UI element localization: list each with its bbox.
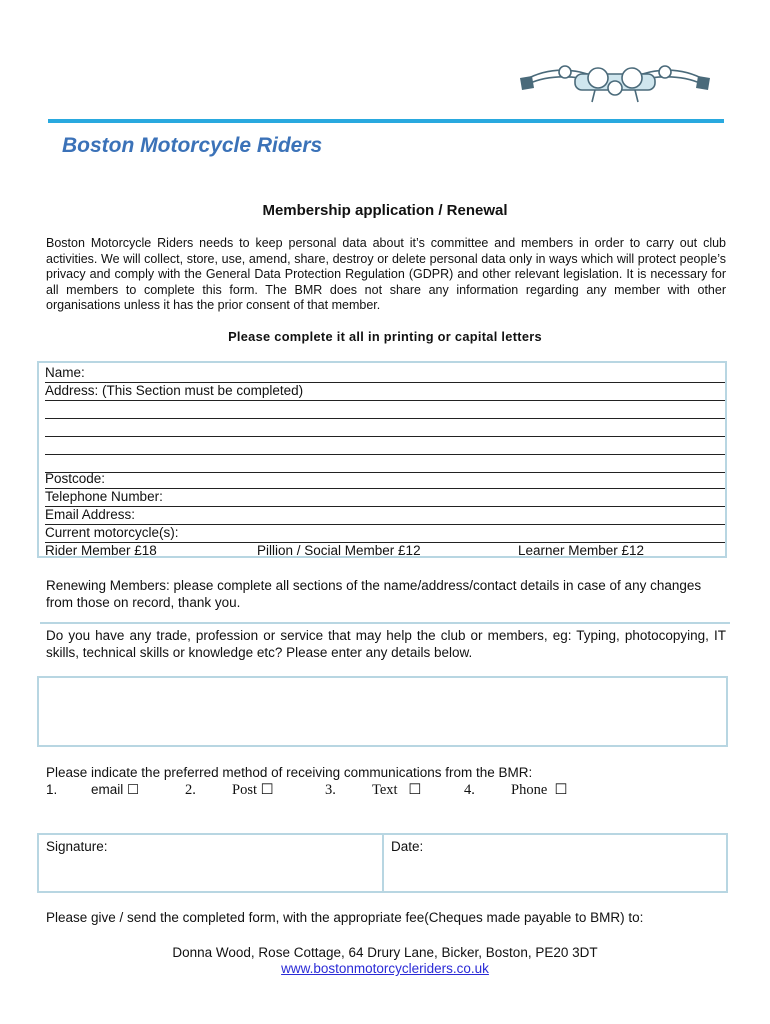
skills-input-box[interactable]: [37, 676, 728, 747]
skills-question: Do you have any trade, profession or service that may help the club or members, eg: Typing, photocopying, IT skills, technical skills or knowledge etc? Please enter any details below.: [46, 628, 726, 660]
motorcycle-field[interactable]: [45, 524, 725, 543]
post-option-checkbox[interactable]: Post ☐: [232, 782, 274, 798]
name-field[interactable]: [45, 364, 725, 383]
form-title: Membership application / Renewal: [262, 202, 508, 219]
postcode-field[interactable]: [45, 470, 725, 489]
address-label: Address: (This Section must be completed): [45, 383, 304, 398]
address-field[interactable]: [45, 382, 725, 401]
communication-question: Please indicate the preferred method of receiving communications from the BMR:: [46, 765, 533, 780]
address-line-3[interactable]: [45, 436, 725, 455]
name-label: Name:: [45, 365, 85, 380]
send-instruction: Please give / send the completed form, with the appropriate fee(Cheques made payable to BMR) to:: [46, 910, 644, 925]
signature-divider: [382, 835, 384, 891]
renewing-note: Renewing Members: please complete all sections of the name/address/contact details in case of any changes from those on record, thank you.: [46, 578, 702, 610]
option-1-number: 1.: [46, 782, 58, 797]
signature-label: Signature:: [46, 839, 108, 854]
postcode-label: Postcode:: [45, 471, 106, 486]
section-divider: [40, 622, 730, 624]
intro-paragraph: Boston Motorcycle Riders needs to keep personal data about it’s committee and members in order to carry out club activities. We will collect, store, use, amend, share, destroy or delete personal data only in ways which will protect people’s privacy and comply with the General Data Protection Regulation (GDPR) and other relevant legislation. It is necessary for all members to complete this form. The BMR does not share any information regarding any member with other organisations unless it has the prior consent of that member.: [46, 236, 726, 312]
phone-option-checkbox[interactable]: Phone ☐: [511, 782, 568, 798]
telephone-field[interactable]: [45, 488, 725, 507]
option-2-number: 2.: [185, 782, 196, 798]
org-title: Boston Motorcycle Riders: [62, 134, 323, 157]
option-3-number: 3.: [325, 782, 336, 798]
motorcycle-label: Current motorcycle(s):: [45, 525, 179, 540]
address-line-2[interactable]: [45, 418, 725, 437]
option-4-number: 4.: [464, 782, 475, 798]
learner-member-fee[interactable]: Learner Member £12: [518, 543, 645, 558]
membership-type-row: [45, 542, 725, 560]
member-details-box: [37, 361, 727, 558]
rider-member-fee[interactable]: Rider Member £18: [45, 543, 157, 558]
address-line-1[interactable]: [45, 400, 725, 419]
email-option-checkbox[interactable]: email ☐: [91, 782, 140, 797]
date-label: Date:: [391, 839, 424, 854]
pillion-member-fee[interactable]: Pillion / Social Member £12: [257, 543, 421, 558]
motorcycle-handlebar-icon: [520, 58, 710, 108]
header-rule: [48, 119, 724, 123]
instruction-text: Please complete it all in printing or capital letters: [228, 329, 542, 344]
telephone-label: Telephone Number:: [45, 489, 163, 504]
signature-box: [37, 833, 728, 893]
text-option-checkbox[interactable]: Text ☐: [372, 782, 422, 798]
email-label: Email Address:: [45, 507, 136, 522]
website-link[interactable]: www.bostonmotorcycleriders.co.uk: [281, 961, 489, 976]
email-field[interactable]: [45, 506, 725, 525]
postal-address: Donna Wood, Rose Cottage, 64 Drury Lane, Bicker, Boston, PE20 3DT: [172, 945, 598, 960]
